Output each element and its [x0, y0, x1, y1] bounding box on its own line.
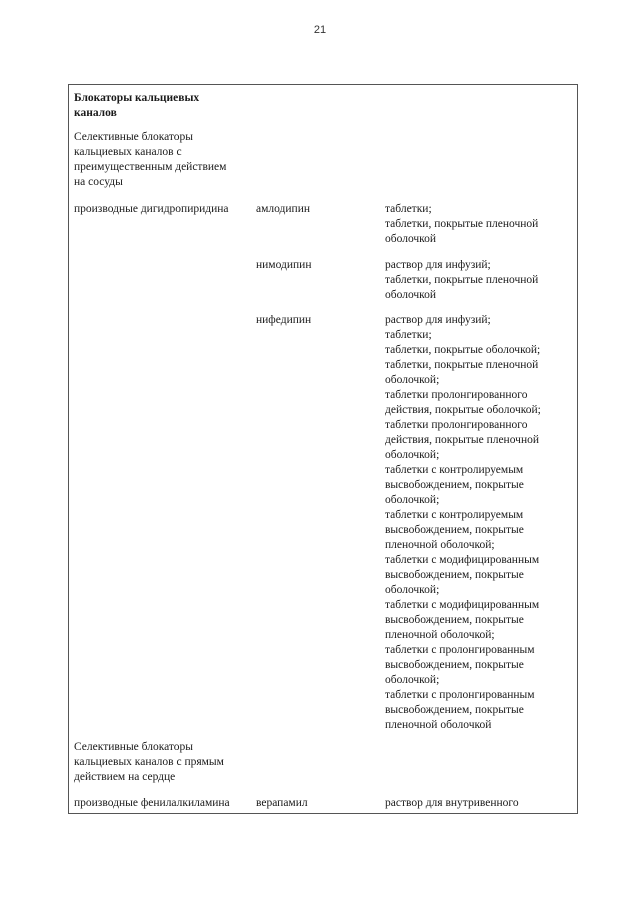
- group-title-line: кальциевых каналов с прямым: [74, 756, 224, 768]
- dosage-form-line: оболочкой;: [385, 494, 440, 506]
- group-title-line: преимущественным действием: [74, 161, 227, 173]
- dosage-form-line: оболочкой;: [385, 584, 440, 596]
- dosage-form-line: раствор для внутривенного: [385, 797, 519, 809]
- dosage-form-line: высвобождением, покрытые: [385, 704, 524, 716]
- group-title-line: кальциевых каналов с: [74, 146, 182, 158]
- subgroup-label: производные фенилалкиламина: [74, 797, 230, 809]
- dosage-form-line: таблетки;: [385, 329, 432, 341]
- subgroup-label: производные дигидропиридина: [74, 203, 229, 215]
- dosage-form-line: таблетки пролонгированного: [385, 419, 528, 431]
- page-number: 21: [313, 24, 327, 36]
- dosage-form-line: раствор для инфузий;: [385, 259, 491, 271]
- dosage-form-line: таблетки с модифицированным: [385, 599, 540, 611]
- dosage-form-line: таблетки пролонгированного: [385, 389, 528, 401]
- group-title-line: Селективные блокаторы: [74, 741, 194, 753]
- dosage-form-line: пленочной оболочкой: [385, 719, 492, 731]
- dosage-form-line: оболочкой;: [385, 449, 440, 461]
- dosage-form-line: действия, покрытые пленочной: [385, 434, 540, 446]
- drug-name: верапамил: [256, 797, 308, 809]
- drug-name: амлодипин: [256, 203, 311, 215]
- dosage-form-line: высвобождением, покрытые: [385, 524, 524, 536]
- dosage-form-line: таблетки с контролируемым: [385, 509, 524, 521]
- dosage-form-line: оболочкой: [385, 233, 437, 245]
- dosage-form-line: раствор для инфузий;: [385, 314, 491, 326]
- group-title-line: действием на сердце: [74, 771, 176, 783]
- group-title-vascular: [74, 130, 226, 190]
- dosage-form-line: таблетки;: [385, 203, 432, 215]
- group-title-line: Селективные блокаторы: [74, 131, 194, 143]
- dosage-form-line: таблетки с пролонгированным: [385, 689, 535, 701]
- dosage-form-line: высвобождением, покрытые: [385, 479, 524, 491]
- dosage-forms: [385, 313, 541, 733]
- dosage-form-line: оболочкой;: [385, 674, 440, 686]
- dosage-form-line: таблетки с пролонгированным: [385, 644, 535, 656]
- dosage-forms: [385, 202, 538, 247]
- group-title-cardiac: [74, 740, 224, 785]
- dosage-form-line: таблетки, покрытые пленочной: [385, 359, 539, 371]
- dosage-form-line: пленочной оболочкой;: [385, 539, 495, 551]
- dosage-forms: [385, 796, 519, 811]
- dosage-form-line: высвобождением, покрытые: [385, 614, 524, 626]
- dosage-form-line: оболочкой: [385, 289, 437, 301]
- drug-name: нифедипин: [256, 314, 312, 326]
- drug-name: нимодипин: [256, 259, 312, 271]
- section-title-line: Блокаторы кальциевых: [74, 92, 200, 104]
- dosage-form-line: высвобождением, покрытые: [385, 659, 524, 671]
- dosage-form-line: высвобождением, покрытые: [385, 569, 524, 581]
- dosage-form-line: таблетки с контролируемым: [385, 464, 524, 476]
- dosage-forms: [385, 258, 538, 303]
- section-title: [74, 91, 199, 121]
- dosage-form-line: таблетки, покрытые пленочной: [385, 218, 539, 230]
- dosage-form-line: пленочной оболочкой;: [385, 629, 495, 641]
- dosage-form-line: таблетки, покрытые пленочной: [385, 274, 539, 286]
- dosage-form-line: оболочкой;: [385, 374, 440, 386]
- section-title-line: каналов: [74, 107, 117, 119]
- dosage-form-line: таблетки с модифицированным: [385, 554, 540, 566]
- dosage-form-line: таблетки, покрытые оболочкой;: [385, 344, 541, 356]
- dosage-form-line: действия, покрытые оболочкой;: [385, 404, 541, 416]
- group-title-line: на сосуды: [74, 176, 123, 188]
